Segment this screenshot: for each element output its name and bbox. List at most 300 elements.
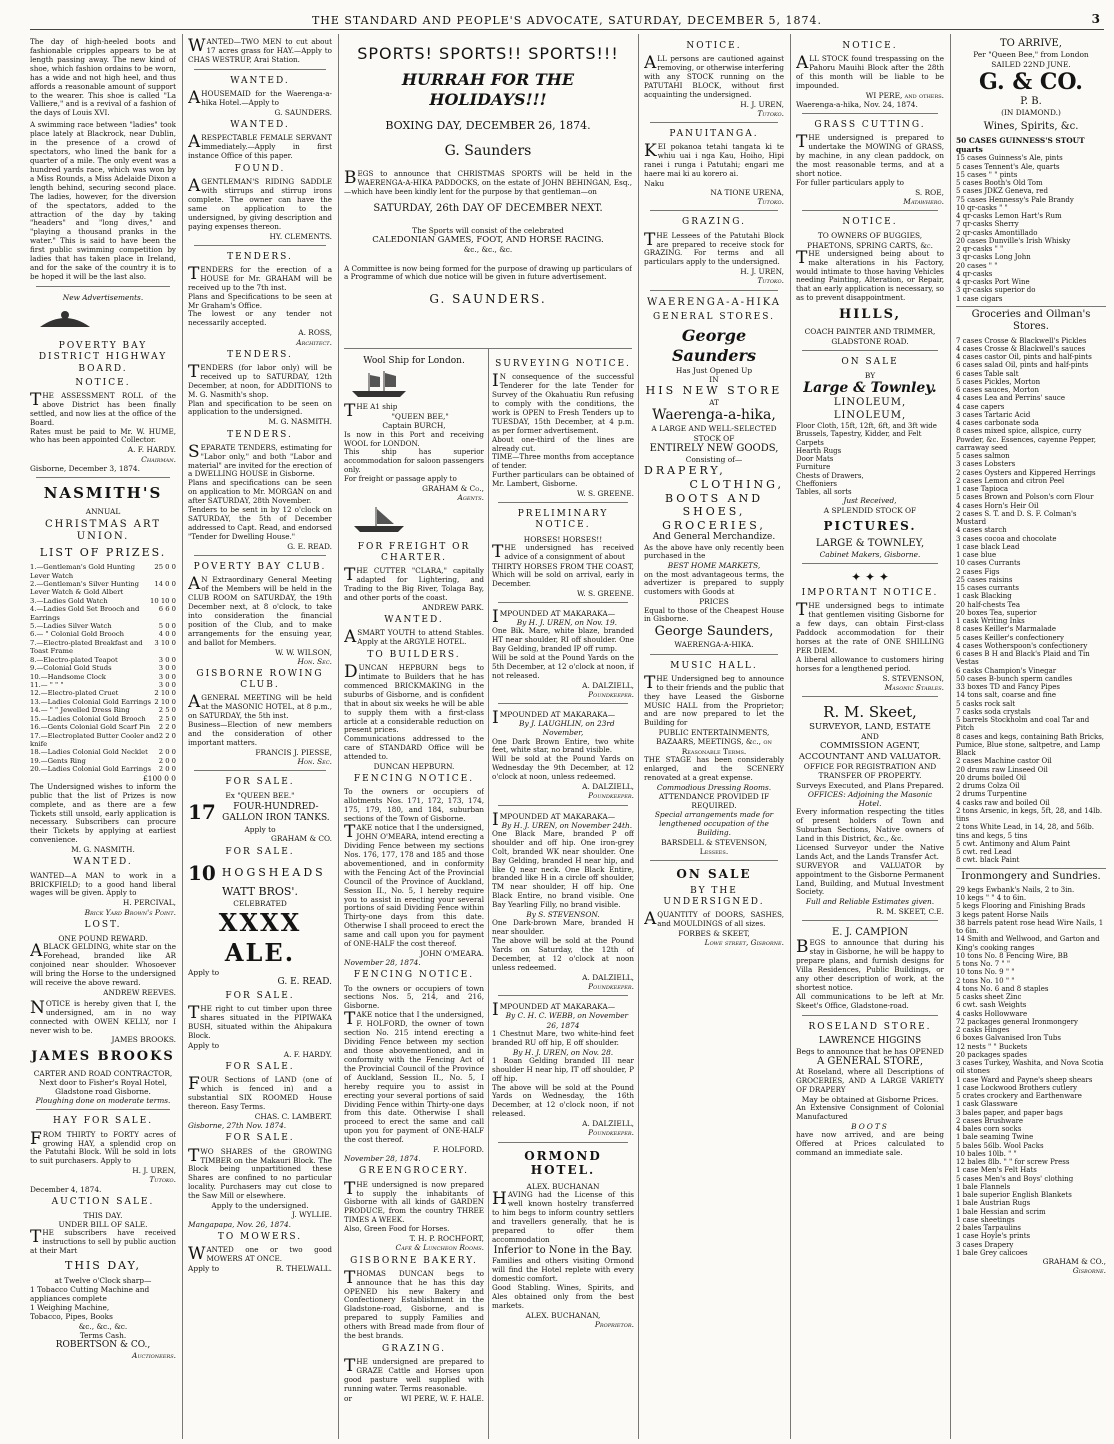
body: By H. J. UREN, on Nov. 19. [516, 618, 617, 627]
wine-item: 20 cases Dunville's Irish Whisky [956, 236, 1071, 245]
ironmongery-item: 1 bale Hessian and scrim [956, 1207, 1046, 1216]
prize-row [30, 732, 176, 749]
goods-item: GROCERIES, [662, 518, 766, 532]
sports-signature: G. SAUNDERS. [429, 292, 547, 307]
column-rule [338, 34, 339, 1439]
signature: GRAHAM & CO., [1042, 1257, 1106, 1267]
body: FOUR-HUNDRED-GALLON IRON TANKS. [222, 801, 330, 823]
prize-row [30, 715, 176, 723]
grocery-item: 2 cases Figs [956, 567, 1000, 576]
sports-body: BEGS to announce that CHRISTMAS SPORTS will be held in the WAERENGA-A-HIKA PADDOCKS, on the estate of JOHN BEHINGAN, Esq.,—which have been kindly lent for the purpose by that gentleman—on [344, 168, 632, 197]
heading: NOTICE. [686, 41, 742, 51]
ironmongery-item: 38 barrels patent rose head Wire Nails, 1 to 6in. [956, 918, 1104, 936]
heading: TO ARRIVE, [1000, 38, 1062, 49]
grocery-item: 20 drums boiled Oil [956, 773, 1027, 782]
body: SAILED 22ND JUNE. [991, 59, 1071, 69]
kelly-notice: NOTICE is hereby given that I, the undersigned, am in no way connected with OWEN KELLY, nor I never wish to be. [30, 997, 176, 1035]
body: OFFICES: Adjoining the Masonic Hotel. [807, 789, 933, 808]
prize-name: 7.—Electro-plated Breakfast and Toast Frame [30, 638, 143, 656]
body: A LARGE AND WELL-SELECTED [651, 424, 777, 434]
prize-row [30, 639, 176, 656]
grocery-item: 4 cases Wotherspoon's confectionery [956, 641, 1088, 650]
signature: HY. CLEMENTS. [269, 231, 332, 241]
body: SEPARATE TENDERS, estimating for "Labor only," and both "Labor and material" are invited for the erection of a DWELLING HOUSE in Gisborne. [188, 441, 332, 479]
ironmongery-item: 1 cask Glassware [956, 1100, 1018, 1109]
prize-value: 2 10 0 [154, 689, 176, 698]
coachbuilder-name: HILLS, [838, 307, 902, 323]
prize-total: £100 0 0 [143, 773, 176, 783]
hay-signature: H. J. UREN, [132, 1166, 176, 1176]
storekeeper-name: LAWRENCE HIGGINS [818, 1035, 922, 1046]
hay-body: FROM THIRTY to FORTY acres of growing HAY, a splendid crop on the Patutahi Block. Will be sold in lots to suit purchasers. Apply to [30, 1128, 176, 1166]
heading: MUSIC HALL. [670, 660, 758, 671]
body: ASMART YOUTH to attend Stables. Apply at the ARGYLE HOTEL. [344, 626, 484, 647]
grocery-item: 1 cask Writing Inks [956, 617, 1025, 626]
signature: S. STEVENSON, [882, 673, 944, 683]
lead-item: 50 CASES GUINNESS'S STOUT quarts [956, 135, 1085, 155]
prizes-heading: LIST OF PRIZES. [39, 546, 167, 560]
grocery-item: 1 case blue [956, 551, 997, 560]
signature: A. ROSS, [298, 328, 332, 338]
heading: FOR SALE. [225, 1062, 295, 1073]
architect-name: E. J. CAMPION [832, 926, 908, 938]
prize-name: 11.— " " " [30, 680, 64, 689]
signature: A. DALZIELL, [582, 1119, 634, 1129]
grocery-item: 8 cases mixed spice, allspice, curry Powder, &c. Essences, cayenne Pepper, carraway seed [956, 427, 1096, 452]
body: KEI pokanoa tetahi tangata ki te whiu uai i nga Kau, Hoiho, Hipi ranei i runga i Patutahi; engari me haere mai ki au korero ai. [644, 141, 784, 179]
body: COMMISSION AGENT, [820, 741, 920, 752]
grocery-item: 4 case capers [956, 402, 1005, 411]
body: Good Stabling. Wines, Spirits, and Ales obtained only from the best markets. [492, 1283, 634, 1310]
prize-value: 3 0 0 [158, 680, 176, 689]
masthead-title: THE STANDARD AND PEOPLE'S ADVOCATE, SATURDAY, DECEMBER 5, 1874. [311, 14, 823, 27]
brand-mark: P. B. [1020, 96, 1042, 107]
heading: A GENERAL STORE, [816, 1055, 924, 1067]
wine-item: 4 qr-casks [956, 269, 993, 278]
ironmongery-item: 4 tons No. 6 and 8 staples [956, 984, 1049, 993]
body: GLADSTONE ROAD. [831, 336, 909, 346]
grocery-item: 5 cwt. Antimony and Alum Paint [956, 839, 1071, 848]
signature: F. HOLFORD. [433, 1145, 484, 1155]
prize-body: The Undersigned wishes to inform the public that the list of Prizes is now complete, and as there are a few Tickets still unsold, early application is necessary. Subscribers can procure their Tickets by applying at earliest convenience. [30, 781, 176, 845]
signature: A. DALZIELL, [582, 972, 634, 982]
body: AT [709, 397, 719, 407]
brooks-note: Ploughing done on moderate terms. [35, 1096, 171, 1106]
goods-item: Furniture [796, 463, 831, 472]
prize-row [30, 563, 176, 580]
grocery-item: 6 casks Champion's Vinegar [956, 666, 1057, 675]
prize-row [30, 757, 176, 765]
heading: ON SALE [841, 356, 899, 367]
heading: FOR FREIGHT OR CHARTER. [357, 541, 471, 563]
ironmongery-item: 29 kegs Ewbank's Nails, 2 to 3in. [956, 885, 1075, 894]
body: FOUR Sections of LAND (one of which is fenced in) and a substantial SIX ROOMED House thereon. Easy Terms. [188, 1074, 332, 1112]
goods-item: Hearth Rugs [796, 446, 842, 455]
body: AGENTLEMAN'S RIDING SADDLE with stirrups and stirrup irons complete. The owner can have the same on application to the undersigned, by giving description and paying expenses thereon. [188, 176, 332, 231]
reward-heading: ONE POUND REWARD. [58, 933, 148, 943]
ironmongery-item: 3 kegs patent Horse Nails [956, 910, 1049, 919]
body: Surveys Executed, and Plans Prepared. [796, 780, 944, 790]
signature: NA TIONE URENA, [710, 188, 784, 198]
heading: FENCING NOTICE. [353, 774, 475, 785]
body: THOMAS DUNCAN begs to announce that he has this day OPENED his new Bakery and Confectionery Establishment in the Gladstone-road, Gisborne, and is prepared to supply Families and others with Bread made from flour of the best brands. [344, 1267, 484, 1341]
ironmongery-item: 2 casks Hinges [956, 1026, 1010, 1035]
ship-name: "QUEEN BEE," [391, 412, 449, 422]
prize-name: 14.— " " Jewelled Dress Ring [30, 706, 130, 715]
grocery-item: 20 drums raw Linseed Oil [956, 765, 1048, 774]
ironmongery-item: 1 case sheetings [956, 1215, 1015, 1224]
groceries-list [956, 337, 1106, 865]
auction-signature: ROBERTSON & CO., [55, 1339, 151, 1350]
heading: BY THE UNDERSIGNED. [663, 885, 765, 907]
wine-item: 2 qr-casks Amontillado [956, 228, 1038, 237]
ironmongery-item: 5 crates crockery and Earthenware [956, 1092, 1082, 1101]
body: Also, Green Food for Horses. [344, 1224, 450, 1234]
signature-role: Architect. [296, 337, 332, 347]
prize-row [30, 765, 176, 773]
page-number: 3 [1091, 12, 1100, 26]
ironmongery-item: 12 bales 8lb. " " for screw Press [956, 1158, 1070, 1167]
body: Is now in this Port and receiving WOOL for LONDON. [344, 429, 484, 448]
grocery-item: 10 cases Currants [956, 559, 1021, 568]
auction-heading: AUCTION SALE. [51, 1196, 155, 1207]
ironmongery-item: 5 kegs Flooring and Finishing Brads [956, 902, 1086, 911]
body: CELEBRATED [233, 899, 287, 909]
body: THE STAGE has been considerably enlarged, and the SCENERY renovated at a great expense. [644, 754, 784, 782]
body: Naku [644, 178, 665, 188]
signature: CHAS. C. LAMBERT. [254, 1112, 332, 1122]
prize-name: 20.—Ladies Colonial Gold Earrings [30, 765, 151, 774]
signature-role: Lessees. [699, 846, 729, 856]
signature-role: Hon. Sec. [297, 656, 332, 666]
ironmongery-item: 1 case Ward and Payne's sheep shears [956, 1075, 1093, 1084]
wine-item: 10 qr-casks " " [956, 203, 1008, 212]
wine-item: 5 cases Tennent's Ale, quarts [956, 162, 1060, 171]
hay-date: December 4, 1874. [30, 1184, 102, 1194]
auction-item: Tobacco, Pipes, Books [30, 1312, 113, 1322]
body: An Extensive Consignment of Colonial Manufactured [796, 1103, 944, 1122]
heading: FENCING NOTICE. [353, 970, 475, 981]
ironmongery-item: 2 tons No. 10 " " [956, 976, 1015, 985]
signature: W. S. GREENE. [577, 588, 634, 598]
prize-value: 25 0 0 [154, 563, 176, 572]
signature: W. W. WILSON, [275, 647, 332, 657]
heading: GRAZING. [682, 217, 746, 228]
grocery-item: 4 cases carbonate soda [956, 419, 1039, 428]
grocery-item: 8 cases Keiller's Marmalade [956, 625, 1056, 634]
body: BY [864, 370, 876, 380]
body: AGENERAL MEETING will be held at the MASONIC HOTEL, at 8 p.m., on SATURDAY, the 5th inst. [188, 692, 332, 721]
heading: FOR SALE. [225, 846, 295, 857]
body: By C. H. C. WEBB, on November 26, 1874 [505, 1011, 629, 1030]
goods-item: Chests of Drawers, [796, 471, 864, 480]
signature: GRAHAM & CO. [270, 834, 332, 844]
merchant-logo: G. & CO. [979, 68, 1083, 95]
wanted-address: Brick Yard Brown's Point. [84, 907, 176, 917]
brooks-sub: CARTER AND ROAD CONTRACTOR, [33, 1068, 173, 1078]
prize-name: 1.—Gentleman's Gold Hunting Lever Watch [30, 563, 135, 580]
grocery-item: 1 case Tapioca [956, 485, 1009, 494]
body: Apply to the undersigned. [211, 1201, 309, 1211]
signature: W. S. GREENE. [577, 489, 634, 499]
signature: JOHN O'MEARA. [420, 949, 484, 959]
auction-this-day: THIS DAY. [83, 1210, 123, 1220]
art-union-annual: ANNUAL [85, 506, 121, 516]
grocery-item: 2 cases S. T. and D. S. F. Colman's Mustard [956, 509, 1077, 527]
body: IN consequence of the successful Tenderer for the late Tender for Survey of the Okahuatiu Run refusing to comply with the conditions, the work is OPEN to Fresh Tenders up to TUESDAY, 15th December, at 4 p.m. as per former advertisement. [492, 371, 634, 435]
ironmongery-item: 10 kegs " " 4 to 6in. [956, 894, 1027, 903]
prize-value: 5 0 0 [158, 622, 176, 631]
auction-item: 1 Weighing Machine, [30, 1303, 110, 1313]
ironmongery-item: 4 casks Hollowware [956, 1009, 1028, 1018]
column-rule [638, 34, 639, 1439]
heading: NOTICE. [842, 41, 898, 51]
notice-body: THE ASSESSMENT ROLL of the above District has been finally settled, and now lies at the office of the Board. [30, 389, 176, 427]
hogshead-count: 10 [188, 860, 216, 885]
heading: BOOTS [851, 1122, 889, 1132]
section-heading: Groceries and Oilman's Stores. [956, 306, 1106, 334]
prize-value: 14 0 0 [154, 579, 176, 588]
wine-item: 4 qr-casks Lemon Hart's Rum [956, 212, 1062, 221]
heading: GISBORNE BAKERY. [350, 1255, 478, 1266]
grocery-item: 6 cases B H and Black's Plaid and Tin Vestas [956, 650, 1090, 667]
wine-item: 5 cases Booth's Old Tom [956, 179, 1043, 188]
signature: M. G. NASMITH. [268, 417, 332, 427]
ironmongery-item: 3 bales paper, and paper bags [956, 1108, 1063, 1117]
heading: LINOLEUM, LINOLEUM, [833, 397, 907, 421]
sports-games: CALEDONIAN GAMES, FOOT, AND HORSE RACING. [372, 234, 604, 245]
body: THE undersigned being about to make alterations in his Factory, would intimate to those having Vehicles needing Painting, Alteration, or Repair, that an early application is necessary, so as to prevent disappointment. [796, 247, 944, 303]
body: Plans and specifications can be seen on application to Mr. MORGAN on and after SATURDAY, 28th November. [188, 478, 332, 506]
heading: TENDERS. [227, 429, 293, 440]
body: ARESPECTABLE FEMALE SERVANT immediately.—Apply in first instance Office of this paper. [188, 132, 332, 160]
body: Will be sold at the Pound Yards on the 5th December, at 12 o'clock at noon, if not released. [492, 652, 634, 680]
prize-value: 3 0 0 [158, 664, 176, 673]
prize-value: 2 2 0 [158, 723, 176, 732]
wine-item: 20 cases " " [956, 261, 998, 270]
ironmongery-item: 1 bale Austrian Rugs [956, 1199, 1031, 1208]
heading: ON SALE [676, 866, 752, 881]
store-subtitle: GENERAL STORES. [653, 312, 775, 323]
section-heading: Ironmongery and Sundries. [956, 868, 1106, 883]
prize-list [30, 563, 176, 774]
body: ACCOUNTANT AND VALUATOR. [798, 751, 942, 762]
grocery-item: 4 cases starch [956, 526, 1007, 535]
signature: R. M. SKEET, C.E. [876, 906, 944, 916]
goods-item: Cheffoniers [796, 479, 838, 488]
sports-consist: The Sports will consist of the celebrated [412, 225, 564, 235]
brand-note: (IN DIAMOND.) [1001, 108, 1061, 118]
signature: A. DALZIELL, [582, 782, 634, 792]
ironmongery-list [956, 886, 1106, 1257]
date-line: Gisborne, 27th Nov. 1874. [188, 1121, 287, 1131]
wine-item: 1 case cigars [956, 294, 1003, 303]
grocery-item: 2 cases Lemon and citron Peel [956, 476, 1065, 485]
signature-role: Proprietor. [594, 1320, 634, 1330]
prize-value: 3 0 0 [158, 655, 176, 664]
prize-name: 15.—Ladies Colonial Gold Brooch [30, 714, 146, 723]
signature: A. DALZIELL, [582, 680, 634, 690]
body: TIME—Three months from acceptance of tender. [492, 452, 634, 471]
body: Apply to [244, 825, 276, 835]
goods-item: BOOTS AND SHOES, [664, 491, 764, 519]
prize-value: 2 0 0 [158, 756, 176, 765]
prize-value: 2 5 0 [158, 714, 176, 723]
wanted-signature: H. PERCIVAL, [122, 898, 176, 908]
firm-name: Large & Townley. [803, 380, 937, 397]
signature-role: Poundkeeper. [588, 791, 634, 801]
body: IN [709, 375, 719, 385]
store-signature: George Saunders, [654, 624, 774, 640]
wine-item: 15 cases " " pints [956, 170, 1018, 179]
sports-committee: A Committee is now being formed for the purpose of drawing up particulars of a Programme of which due notice will be given in future advertisement. [344, 263, 632, 282]
prize-row [30, 597, 176, 605]
prize-name: 12.—Electro-plated Cruet [30, 689, 119, 698]
body: At Roseland, where all Descriptions of GROCERIES, AND A LARGE VARIETY OF DRAPERY [796, 1067, 944, 1095]
prize-name: 8.—Electro-plated Teapot [30, 655, 118, 664]
surveyor-name: R. M. Skeet, [823, 702, 917, 721]
lost-signature: ANDREW REEVES. [103, 987, 176, 997]
body: Plan and specification to be seen on application to the undersigned. [188, 398, 332, 417]
body: Apply to [188, 1040, 220, 1050]
body: Per "Queen Bee," from London [973, 50, 1089, 60]
royal-crest-icon [30, 304, 100, 334]
signature-address: Lowe street, Gisborne. [704, 938, 784, 948]
body: Apply to [188, 1263, 220, 1273]
body: TO OWNERS OF BUGGIES, PHAETONS, SPRING CARTS, &c. [807, 231, 933, 250]
body: 1 Roan Gelding branded III near shoulder H near hip, IT off shoulder, P off hip. [492, 1055, 634, 1083]
body: or [344, 1393, 352, 1403]
signature: G. SAUNDERS. [274, 107, 332, 117]
heading: TO MOWERS. [217, 1231, 303, 1242]
body: Commodious Dressing Rooms. [656, 782, 772, 792]
prize-row [30, 630, 176, 638]
prize-name: 2.—Gentleman's Silver Hunting Lever Watch & Gold Albert [30, 579, 140, 597]
grocery-item: 3 cases Tartaric Acid [956, 410, 1031, 419]
section-label: New Advertisements. [62, 292, 144, 302]
grocery-item: 7 cases Crosse & Blackwell's Pickles [956, 336, 1087, 345]
body: PUBLIC ENTERTAINMENTS, BAZAARS, MEETINGS, &c., on Reasonable Terms. [656, 728, 772, 756]
body: THE A1 ship [344, 401, 398, 422]
ironmongery-item: 5 tons No. 7 " " [956, 960, 1011, 969]
ironmongery-item: 1 bale superior English Blankets [956, 1191, 1072, 1200]
body: TAKE notice that I the undersigned, F. HOLFORD, the owner of town section No. 215 intend erecting a Dividing Fence between my section and those abovementioned, and in conformity with the Fencing Act of the Provincial Council of the Province of Auckland, Session II., No. 5, I hereby require you to assist in erecting your several portions of said Dividing Fence within Thirty-one days from this date. Otherwise I shall proceed to erect the same and call upon you for payment of ONE-HALF the cost thereof. [344, 1009, 484, 1145]
goods-item: CLOTHING, [689, 477, 784, 491]
signature: BARSDELL & STEVENSON, [661, 837, 767, 847]
art-union-subtitle: CHRISTMAS ART UNION. [44, 518, 162, 543]
heading: FOUND. [234, 163, 286, 174]
grocery-item: 33 boxes TD and Fancy Pipes [956, 683, 1060, 692]
heading: ROSELAND STORE. [808, 1021, 932, 1032]
sports-etc: &c., &c., &c. [463, 245, 513, 255]
signature: ALEX. BUCHANAN, [525, 1310, 601, 1320]
signature: R. THELWALL. [275, 1263, 332, 1273]
auction-time: at Twelve o'Clock sharp— [54, 1275, 152, 1285]
grocery-item: 2 cases Oysters and Kippered Herrings [956, 468, 1096, 477]
grocery-item: 8 cases and kegs, containing Bath Bricks, Pumice, Blue stone, saltpetre, and Lamp Black [956, 732, 1105, 758]
body: Has Just Opened Up [675, 365, 753, 375]
signature-role: Café & Luncheon Rooms. [395, 1243, 484, 1253]
prize-row [30, 622, 176, 630]
grocery-item: 5 casks rock salt [956, 699, 1016, 708]
hotel-tagline: Inferior to None in the Bay. [493, 1244, 633, 1256]
body: Full and Reliable Estimates given. [805, 897, 935, 907]
signature-place: Gisborne. [1072, 1266, 1106, 1276]
grocery-item: 2 drums Colza Oil [956, 782, 1020, 791]
grocery-item: 5 cases Brown and Polson's corn Flour [956, 493, 1094, 502]
ship-icon [344, 504, 414, 534]
signature: T. H. P. ROCHFORT, [409, 1234, 484, 1244]
hotel-title: ORMOND HOTEL. [524, 1148, 602, 1178]
prize-row [30, 698, 176, 706]
body: Business—Election of new members and the consideration of other important matters. [188, 719, 332, 747]
ornament-icon: ✦ ✦ ✦ [851, 570, 889, 585]
store-line: ENTIRELY NEW GOODS, [649, 442, 779, 454]
store-place: Waerenga-a-hika, [652, 407, 776, 423]
body: Which will be sold on arrival, early in December. [492, 569, 634, 588]
body: THE undersigned are prepared to GRAZE Cattle and Horses upon good pasture well supplied with running water. Terms reasonable. [344, 1356, 484, 1393]
body: Captain BURCH, [382, 421, 446, 431]
column-3a [344, 352, 484, 1439]
body: have now arrived, and are being Offered at Prices calculated to command an immediate sale. [796, 1130, 944, 1158]
ironmongery-item: 12 nests " " Buckets [956, 1042, 1028, 1051]
body: Equal to those of the Cheapest House in Gisborne. [644, 605, 784, 624]
date-line: November 28, 1874. [344, 958, 421, 968]
body: Apply to [188, 967, 220, 977]
heading: WANTED. [230, 119, 290, 130]
signature-role: Masonic Stables. [884, 682, 944, 692]
heading: Wool Ship for London. [363, 356, 465, 366]
hay-heading: HAY FOR SALE. [52, 1116, 154, 1127]
wine-item: 2 qr-casks " " [956, 245, 1004, 254]
heading: IMPOUNDED AT MAKARAKA— [492, 708, 616, 729]
heading: WANTED. [230, 75, 290, 86]
body: 1 Chestnut Mare, two white-hind feet branded RU off hip, E off shoulder. [492, 1028, 634, 1047]
auction-item: &c., &c., &c. [78, 1321, 128, 1331]
signature-place: Tutoko. [757, 197, 784, 207]
signature-role: Poundkeeper. [588, 689, 634, 699]
column-5 [796, 34, 944, 1439]
hurrah-title: HURRAH FOR THE HOLIDAYS!!! [401, 69, 575, 109]
goods-item: And General Merchandize. [652, 532, 776, 543]
ironmongery-item: 1 bale Flannels [956, 1182, 1011, 1191]
body: PRICES [699, 597, 729, 607]
section-heading: Wines, Spirits, &c. [983, 120, 1079, 132]
prize-row [30, 605, 176, 622]
prize-name: 4.—Ladies Gold Set Brooch and Earrings [30, 605, 140, 622]
body: THE Lessees of the Patutahi Block are prepared to receive stock for GRAZING. For terms and all particulars apply to the undersigned. [644, 229, 784, 267]
goods-list [796, 422, 944, 496]
signature: S. ROE, [915, 187, 944, 197]
body: DUNCAN HEPBURN begs to intimate to Builders that he has commenced BRICKMAKING in the suburbs of Gisborne, and is confident that in about six weeks he will be able to supply them with a first-class article at a considerable reduction on present prices. [344, 661, 484, 735]
body: TENDERS (for labor only) will be received up to SATURDAY, 12th December, at noon, for ADDITIONS to M. G. Nasmith's shop. [188, 361, 332, 399]
prize-row [30, 723, 176, 731]
ale-title: XXXX ALE. [218, 908, 302, 968]
signature: GRAHAM & Co., [422, 484, 484, 494]
grocery-item: 50 cases B-bunch sperm candles [956, 674, 1073, 683]
brooks-title: JAMES BROOKS [31, 1048, 175, 1064]
grocery-item: 3 cases cocoa and chocolate [956, 534, 1057, 543]
column-rule [790, 34, 791, 1439]
prize-value: 2 0 0 [158, 765, 176, 774]
ironmongery-item: 10 tons No. 8 Fencing Wire, BB [956, 951, 1068, 960]
goods-item: DRAPERY, [644, 464, 726, 478]
body: The above will be sold at the Pound Yards on Saturday, the 12th of December, at 12 o'clock at noon unless redeemed. [492, 936, 634, 972]
grocery-item: 7 casks soda crystals [956, 707, 1031, 716]
body: WANTED one or two good MOWERS AT ONCE. [188, 1243, 332, 1264]
body: One Dark-brown Mare, branded H near shoulder. [492, 918, 634, 937]
body: THE undersigned is now prepared to supply the inhabitants of Gisborne with all kinds of GARDEN PRODUCE, from the country THREE TIMES A WEEK. [344, 1178, 484, 1225]
